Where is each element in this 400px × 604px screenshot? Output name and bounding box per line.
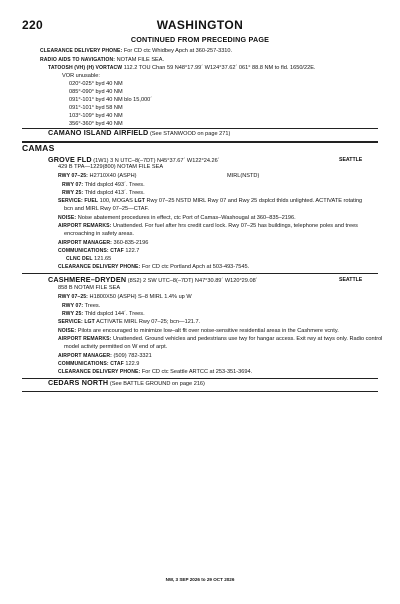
cedars-entry	[48, 378, 205, 389]
cashmere-chart: SEATTLE	[339, 277, 363, 283]
vor-unusable-range: 020°-025° byd 40 NM	[69, 81, 123, 87]
cashmere-service: SERVICE: LGT ACTIVATE MIRL Rwy 07–25; bcn—121.7.	[58, 319, 201, 325]
camano-entry	[48, 128, 230, 139]
grove-runway: RWY 07–25: H2710X40 (ASPH)	[58, 173, 137, 179]
grove-service: SERVICE: FUEL 100, MOGAS LGT Rwy 07–25 NSTD MIRL Rwy 07 and Rwy 25 dsplcd thlds unlighted. ACTIVATE rotating	[58, 198, 363, 204]
cashmere-line2: 858 B NOTAM FILE SEA	[58, 285, 121, 291]
grove-communications: COMMUNICATIONS: CTAF 122.7	[58, 248, 140, 254]
clearance-label: CLEARANCE DELIVERY PHONE:	[40, 48, 123, 54]
clearance-text: For CD ctc Whidbey Apch at 360-257-3310.	[123, 48, 233, 54]
divider	[22, 273, 378, 274]
cashmere-noise: NOISE: Pilots are encouraged to minimize low–alt flt over noise-sensitive residential areas in the Cashmere vcnty.	[58, 328, 339, 334]
cashmere-remarks-cont: model activity permitted on W end of arpt.	[64, 344, 168, 350]
cedars-name: CEDARS NORTH	[48, 378, 109, 387]
cashmere-rwy25: RWY 25: Thld dsplcd 144´. Trees.	[62, 311, 145, 317]
cashmere-communications: COMMUNICATIONS: CTAF 122.9	[58, 361, 140, 367]
grove-rwy25: RWY 25: Thld dsplcd 413´. Trees.	[62, 190, 145, 196]
camano-name: CAMANO ISLAND AIRFIELD	[48, 128, 149, 137]
vortac-name: TATOOSH (VH) (H) VORTACW	[48, 65, 123, 71]
vor-unusable-range: 356°-360° byd 40 NM	[69, 121, 123, 127]
cashmere-name: CASHMERE–DRYDEN	[48, 275, 127, 284]
cashmere-info: (8S2) 2 SW UTC–8(–7DT) N47°30.89´ W120°29.08´	[127, 278, 258, 284]
grove-clnc-del: CLNC DEL 121.65	[66, 256, 112, 262]
grove-manager: AIRPORT MANAGER: 360-835-2196	[58, 240, 149, 246]
vor-unusable-range: 103°-109° byd 40 NM	[69, 113, 123, 119]
camano-see: (See STANWOOD on page 271)	[149, 131, 231, 137]
continued-notice: CONTINUED FROM PRECEDING PAGE	[130, 35, 270, 44]
grove-noise: NOISE: Noise abatement procedures in effect, ctc Port of Camas–Washougal at 360–835–2196.	[58, 215, 296, 221]
grove-remarks: AIRPORT REMARKS: Unattended. For fuel after hrs credit card lock. Rwy 07–25 has buildings, telephone poles and trees	[58, 223, 358, 229]
grove-name: GROVE FLD	[48, 155, 92, 164]
grove-service-cont: bcn and MIRL Rwy 07–25—CTAF.	[64, 206, 149, 212]
cashmere-runway: RWY 07–25: H1800X50 (ASPH) S–8 MIRL 1.4% up W	[58, 294, 192, 300]
vor-unusable-range: 091°-101° byd 40 NM blo 15,000´	[69, 97, 153, 103]
grove-clearance: CLEARANCE DELIVERY PHONE: For CD ctc Portland Apch at 503-493-7545.	[58, 264, 250, 270]
radio-aids-text: NOTAM FILE SEA.	[116, 57, 165, 63]
cedars-see: (See BATTLE GROUND on page 216)	[109, 381, 205, 387]
grove-chart: SEATTLE	[339, 157, 363, 163]
section-heading: CAMAS	[22, 143, 55, 153]
grove-rwy07: RWY 07: Thld dsplcd 493´. Trees.	[62, 182, 145, 188]
vor-unusable-range: 085°-090° byd 40 NM	[69, 89, 123, 95]
cashmere-rwy07: RWY 07: Trees.	[62, 303, 101, 309]
clearance-line	[40, 47, 232, 55]
vortac-text: 112.2 TOU Chan 59 N48°17.99´ W124°37.62´ 061° 88.8 NM to fld. 1650/22E.	[123, 65, 316, 71]
radio-aids-label: RADIO AIDS TO NAVIGATION:	[40, 57, 116, 63]
page-number: 220	[22, 18, 43, 32]
divider	[22, 391, 378, 392]
grove-lighting: MIRL(NSTD)	[227, 173, 260, 179]
vor-unusable-range: 091°-101° byd 58 NM	[69, 105, 123, 111]
grove-info: (1W1) 3 N UTC–8(–7DT) N45°37.67´ W122°24.26´	[93, 158, 220, 164]
radio-aids-line	[40, 56, 164, 64]
section-divider	[22, 141, 378, 143]
state-title: WASHINGTON	[156, 18, 244, 32]
cashmere-remarks: AIRPORT REMARKS: Unattended. Ground vehicles and pedestrians use twy for hangar access. Exit rwy at twys only. Radio control	[58, 336, 383, 342]
footer-effective-dates: NW, 3 SEP 2026 to 29 OCT 2026	[165, 577, 235, 582]
cashmere-clearance: CLEARANCE DELIVERY PHONE: For CD ctc Seattle ARTCC at 253-351-3694.	[58, 369, 253, 375]
grove-line2: 429 B TPA—1229(800) NOTAM FILE SEA	[58, 164, 164, 170]
vortac-line	[48, 64, 316, 72]
vor-unusable-intro: VOR unusable:	[62, 73, 100, 79]
cashmere-manager: AIRPORT MANAGER: (509) 782-3321	[58, 353, 152, 359]
grove-remarks-cont: encroaching in safety areas.	[64, 231, 134, 237]
